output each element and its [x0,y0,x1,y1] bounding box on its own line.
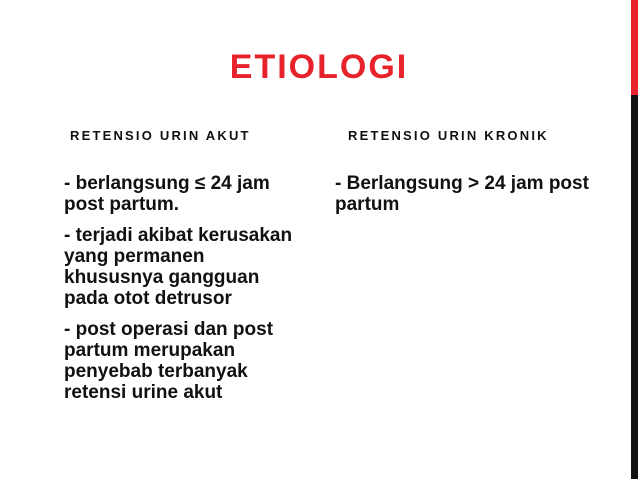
right-column [335,173,595,225]
slide-title: ETIOLOGI [229,48,409,86]
heading-retensio-akut: RETENSIO URIN AKUT [70,128,251,143]
list-item: - berlangsung ≤ 24 jam post partum. [64,173,270,215]
heading-retensio-kronik: RETENSIO URIN KRONIK [348,128,549,143]
left-column [64,173,304,413]
list-item: - post operasi dan post partum merupakan penyebab terbanyak retensi urine akut [64,319,274,403]
list-item: - terjadi akibat kerusakan yang permanen khususnya gangguan pada otot detrusor [64,225,293,309]
list-item: - Berlangsung > 24 jam post partum [335,173,589,215]
